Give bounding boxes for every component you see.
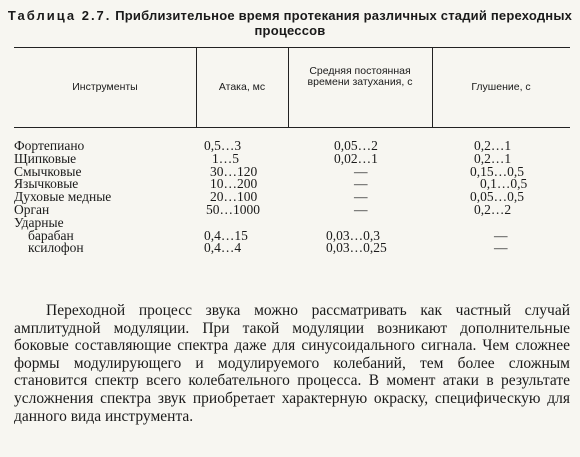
attack-value: 1…5 xyxy=(212,150,239,166)
attack-value: 20…100 xyxy=(210,189,258,205)
damping-value: 0,2…1 xyxy=(474,138,512,153)
instrument-name: Фортепиано xyxy=(14,138,85,153)
attack-value: 0,5…3 xyxy=(204,138,242,153)
instrument-group-name: Ударные xyxy=(14,214,64,230)
damping-value: 0,2…2 xyxy=(474,201,512,217)
instrument-name: барабан xyxy=(28,227,74,243)
decay-value: — xyxy=(354,163,368,179)
decay-value: 0,02…1 xyxy=(334,150,378,166)
instrument-name: Орган xyxy=(14,201,50,217)
instrument-name: Щипковые xyxy=(14,150,77,166)
damping-value: — xyxy=(494,227,508,243)
header-decay: Средняя постоянная времени затухания, с xyxy=(307,65,413,88)
table-caption-title: Приблизительное время протекания различных стадий переходных процессов xyxy=(115,8,573,38)
decay-value: 0,03…0,3 xyxy=(326,227,380,243)
table-caption xyxy=(0,8,580,38)
instrument-name: Смычковые xyxy=(14,163,82,179)
attack-value: 50…1000 xyxy=(206,201,260,217)
decay-value: — xyxy=(354,189,368,205)
decay-value: 0,03…0,25 xyxy=(326,240,387,256)
header-instruments: Инструменты xyxy=(72,81,138,93)
header-damping: Глушение, с xyxy=(471,81,531,93)
damping-value: 0,05…0,5 xyxy=(470,189,524,205)
instrument-name: Духовые медные xyxy=(14,189,112,205)
table-row xyxy=(14,214,570,230)
table-row xyxy=(14,201,570,217)
table-top-rule xyxy=(14,47,570,48)
decay-value: — xyxy=(354,201,368,217)
table-row xyxy=(14,227,570,243)
decay-value: 0,05…2 xyxy=(334,138,378,153)
damping-value: 0,15…0,5 xyxy=(470,163,524,179)
column-divider xyxy=(288,48,289,127)
body-text xyxy=(14,302,570,425)
body-paragraph: Переходной процесс звука можно рассматривать как частный случай амплитудной модуляции. При такой модуляции возникают дополнительные боковые составляющие спектра даже для синусоидального сигнала. Чем сложнее формы модулирующего и модулируемого колебаний, тем более сложным становится спектр всего колебательного процесса. В момент атаки в результате усложнения спектра звук приобретает характерную окраску, специфическую для данного вида инструмента. xyxy=(14,302,570,425)
instrument-name: ксилофон xyxy=(28,240,84,256)
header-attack: Атака, мс xyxy=(218,81,266,93)
table-body xyxy=(14,140,570,255)
attack-value: 30…120 xyxy=(210,163,258,179)
table-header-rule xyxy=(14,127,570,128)
attack-value: 10…200 xyxy=(210,176,258,192)
attack-value: 0,4…4 xyxy=(204,240,242,256)
decay-value: — xyxy=(354,176,368,192)
damping-value: 0,1…0,5 xyxy=(480,176,528,192)
table-row xyxy=(14,242,570,255)
instrument-name: Язычковые xyxy=(14,176,79,192)
damping-value: 0,2…1 xyxy=(474,150,512,166)
damping-value: — xyxy=(494,240,508,256)
attack-value: 0,4…15 xyxy=(204,227,248,243)
table-caption-label: Таблица 2.7. xyxy=(7,8,112,23)
